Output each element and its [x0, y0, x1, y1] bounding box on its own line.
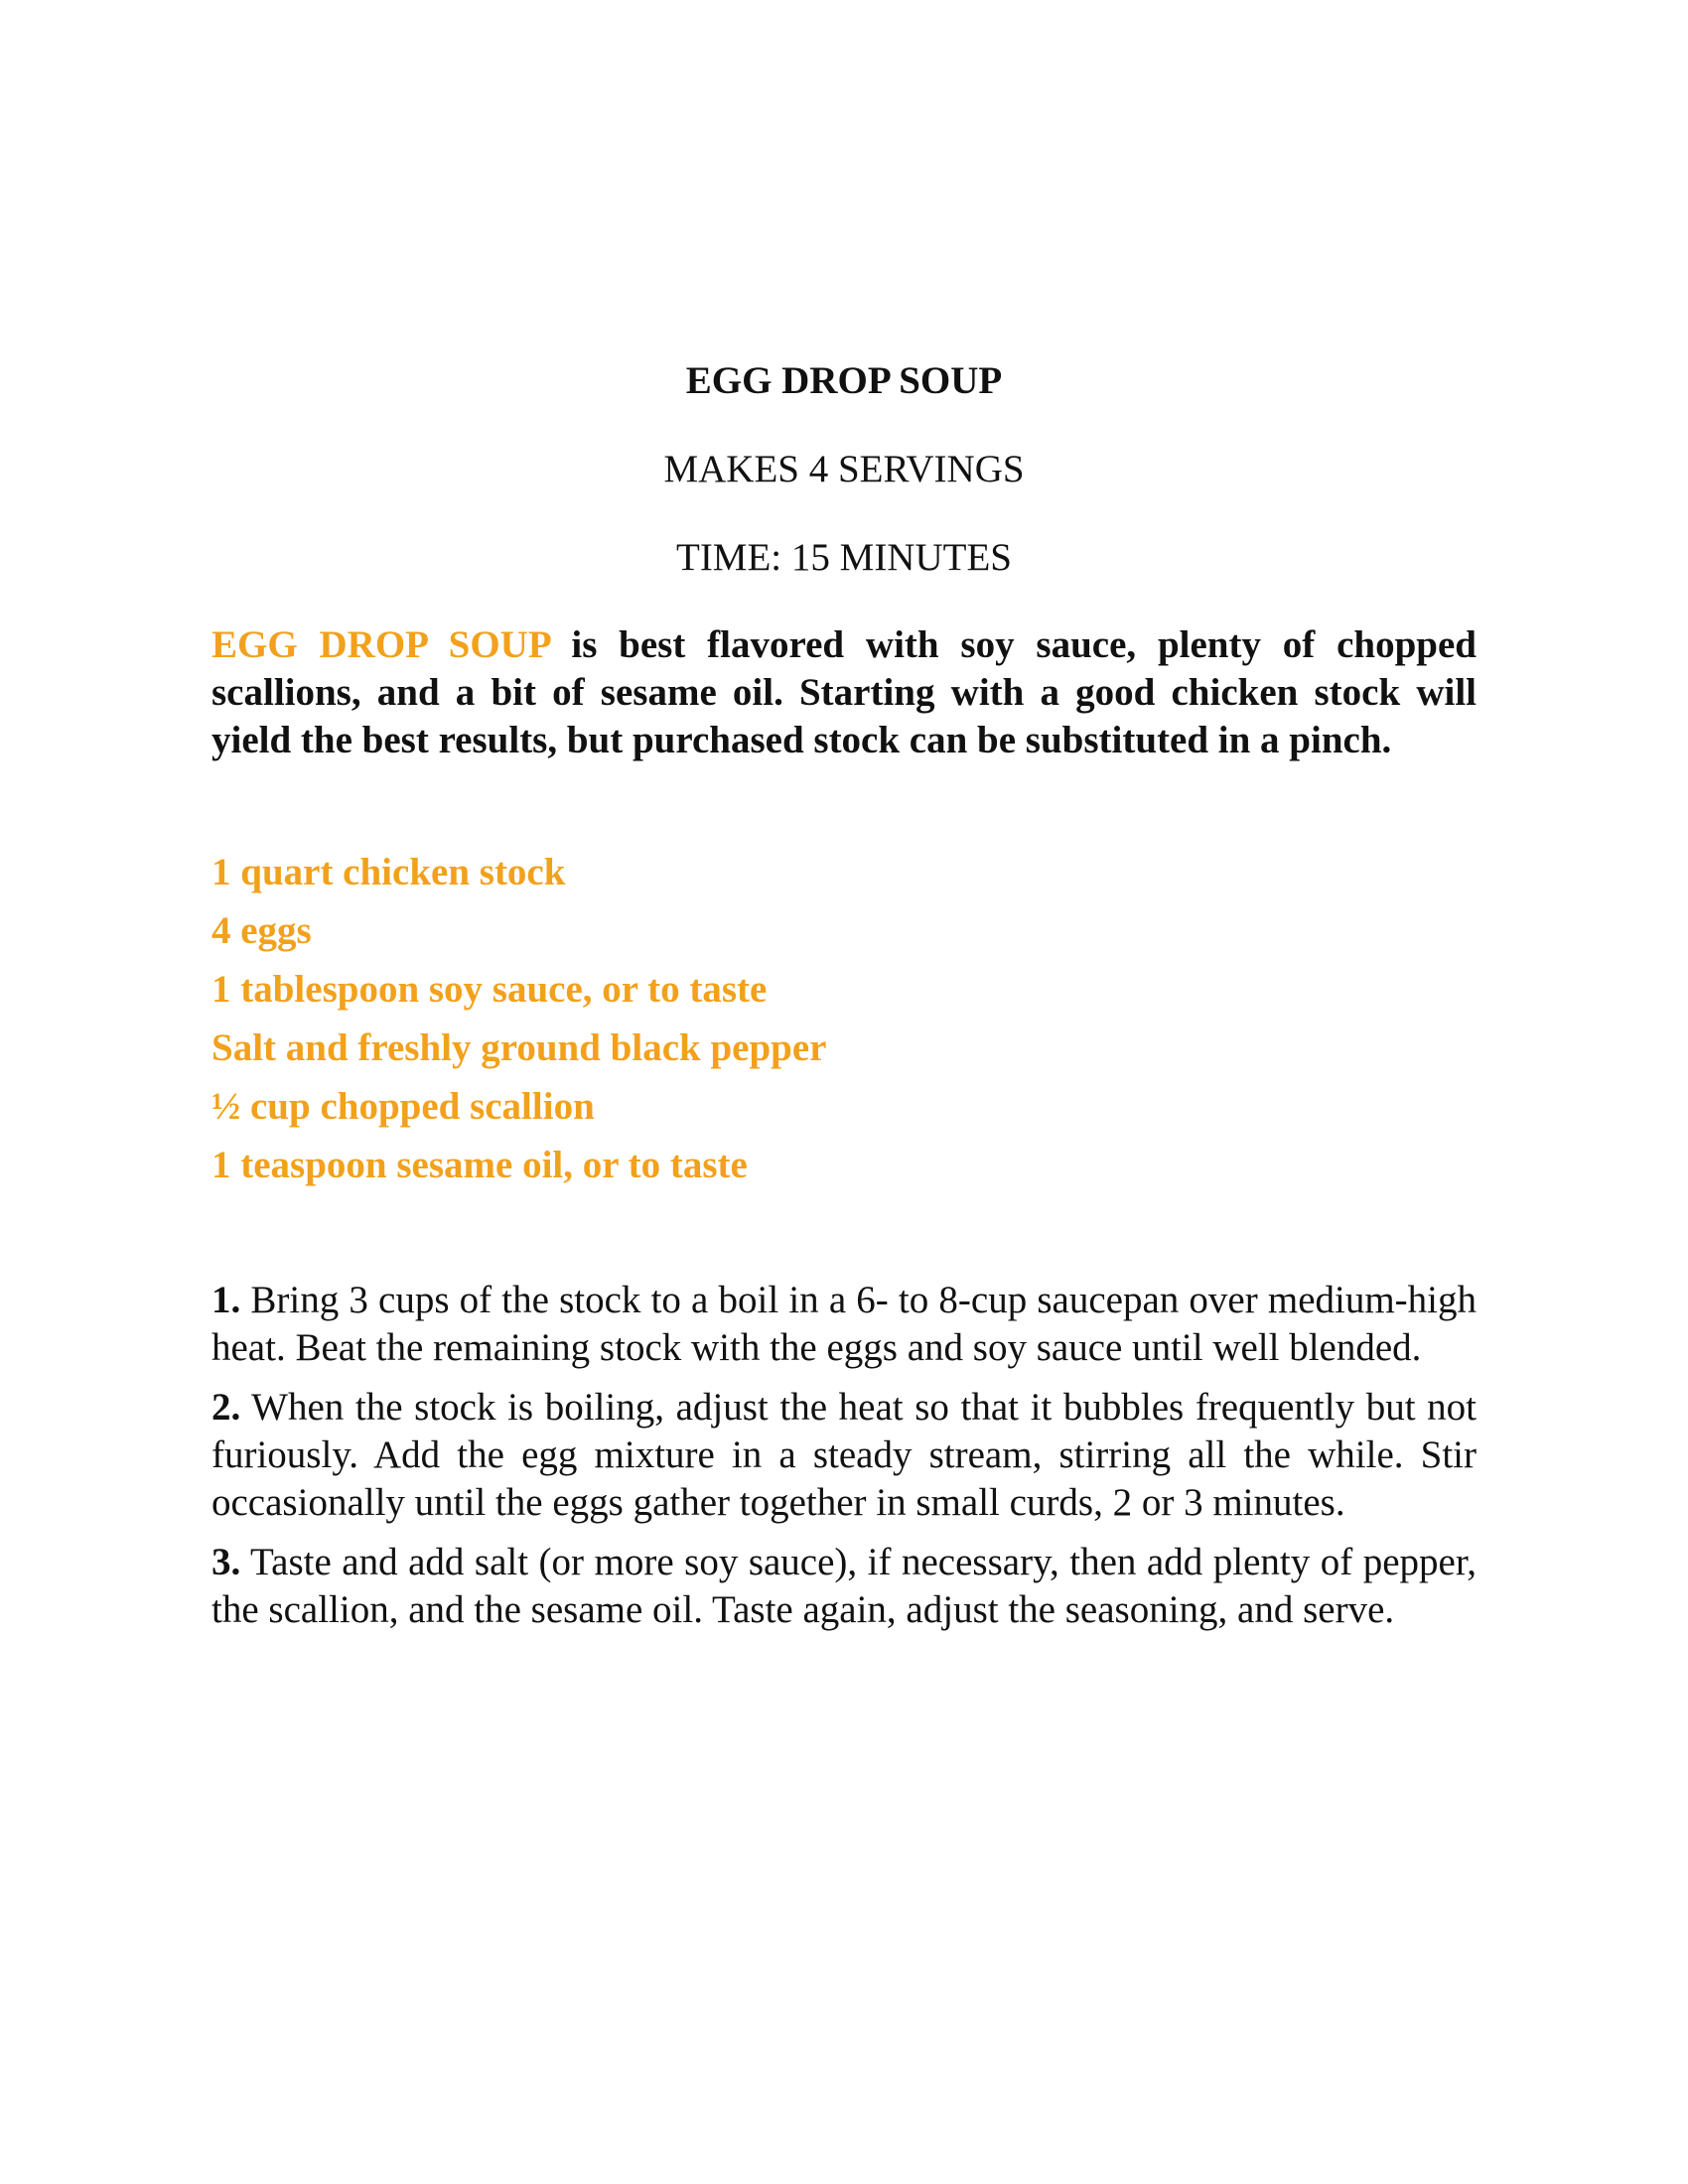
time-line: TIME: 15 MINUTES: [676, 536, 1012, 579]
instruction-step: [211, 1277, 1477, 1372]
step-number: 1.: [211, 1279, 241, 1321]
instruction-step: [211, 1384, 1477, 1527]
recipe-title: EGG DROP SOUP: [685, 359, 1003, 402]
ingredient-item: 1 tablespoon soy sauce, or to taste: [211, 968, 768, 1011]
ingredient-list: [211, 849, 1477, 1189]
step-text: Bring 3 cups of the stock to a boil in a 6- to 8-cup saucepan over medium-high heat. Beat the remaining stock with the eggs and soy sauce until well blended.: [211, 1279, 1477, 1369]
ingredient-item: 4 eggs: [211, 909, 312, 952]
intro-paragraph: [211, 621, 1477, 764]
ingredient-item: 1 quart chicken stock: [211, 851, 566, 893]
intro-highlight: EGG DROP SOUP: [211, 623, 550, 666]
step-text: When the stock is boiling, adjust the heat so that it bubbles frequently but not furiously. Add the egg mixture in a steady stream, stirring all the while. Stir occasionally until the eggs gather together in small curds, 2 or 3 minutes.: [211, 1386, 1477, 1524]
ingredient-item: Salt and freshly ground black pepper: [211, 1026, 827, 1069]
intro-text: is best flavored with soy sauce, plenty of chopped scallions, and a bit of sesame oil. Starting with a good chicken stock will yield the best results, but purchased stock can be substituted in a pinch.: [211, 623, 1477, 761]
recipe-page: [211, 357, 1477, 1646]
step-text: Taste and add salt (or more soy sauce), if necessary, then add plenty of pepper, the scallion, and the sesame oil. Taste again, adjust the seasoning, and serve.: [211, 1541, 1477, 1631]
instruction-list: [211, 1277, 1477, 1634]
step-number: 3.: [211, 1541, 241, 1583]
instruction-step: [211, 1539, 1477, 1634]
servings-line: MAKES 4 SERVINGS: [663, 448, 1025, 490]
ingredient-item: 1 teaspoon sesame oil, or to taste: [211, 1144, 748, 1186]
step-number: 2.: [211, 1386, 241, 1429]
ingredient-item: ½ cup chopped scallion: [211, 1085, 595, 1128]
